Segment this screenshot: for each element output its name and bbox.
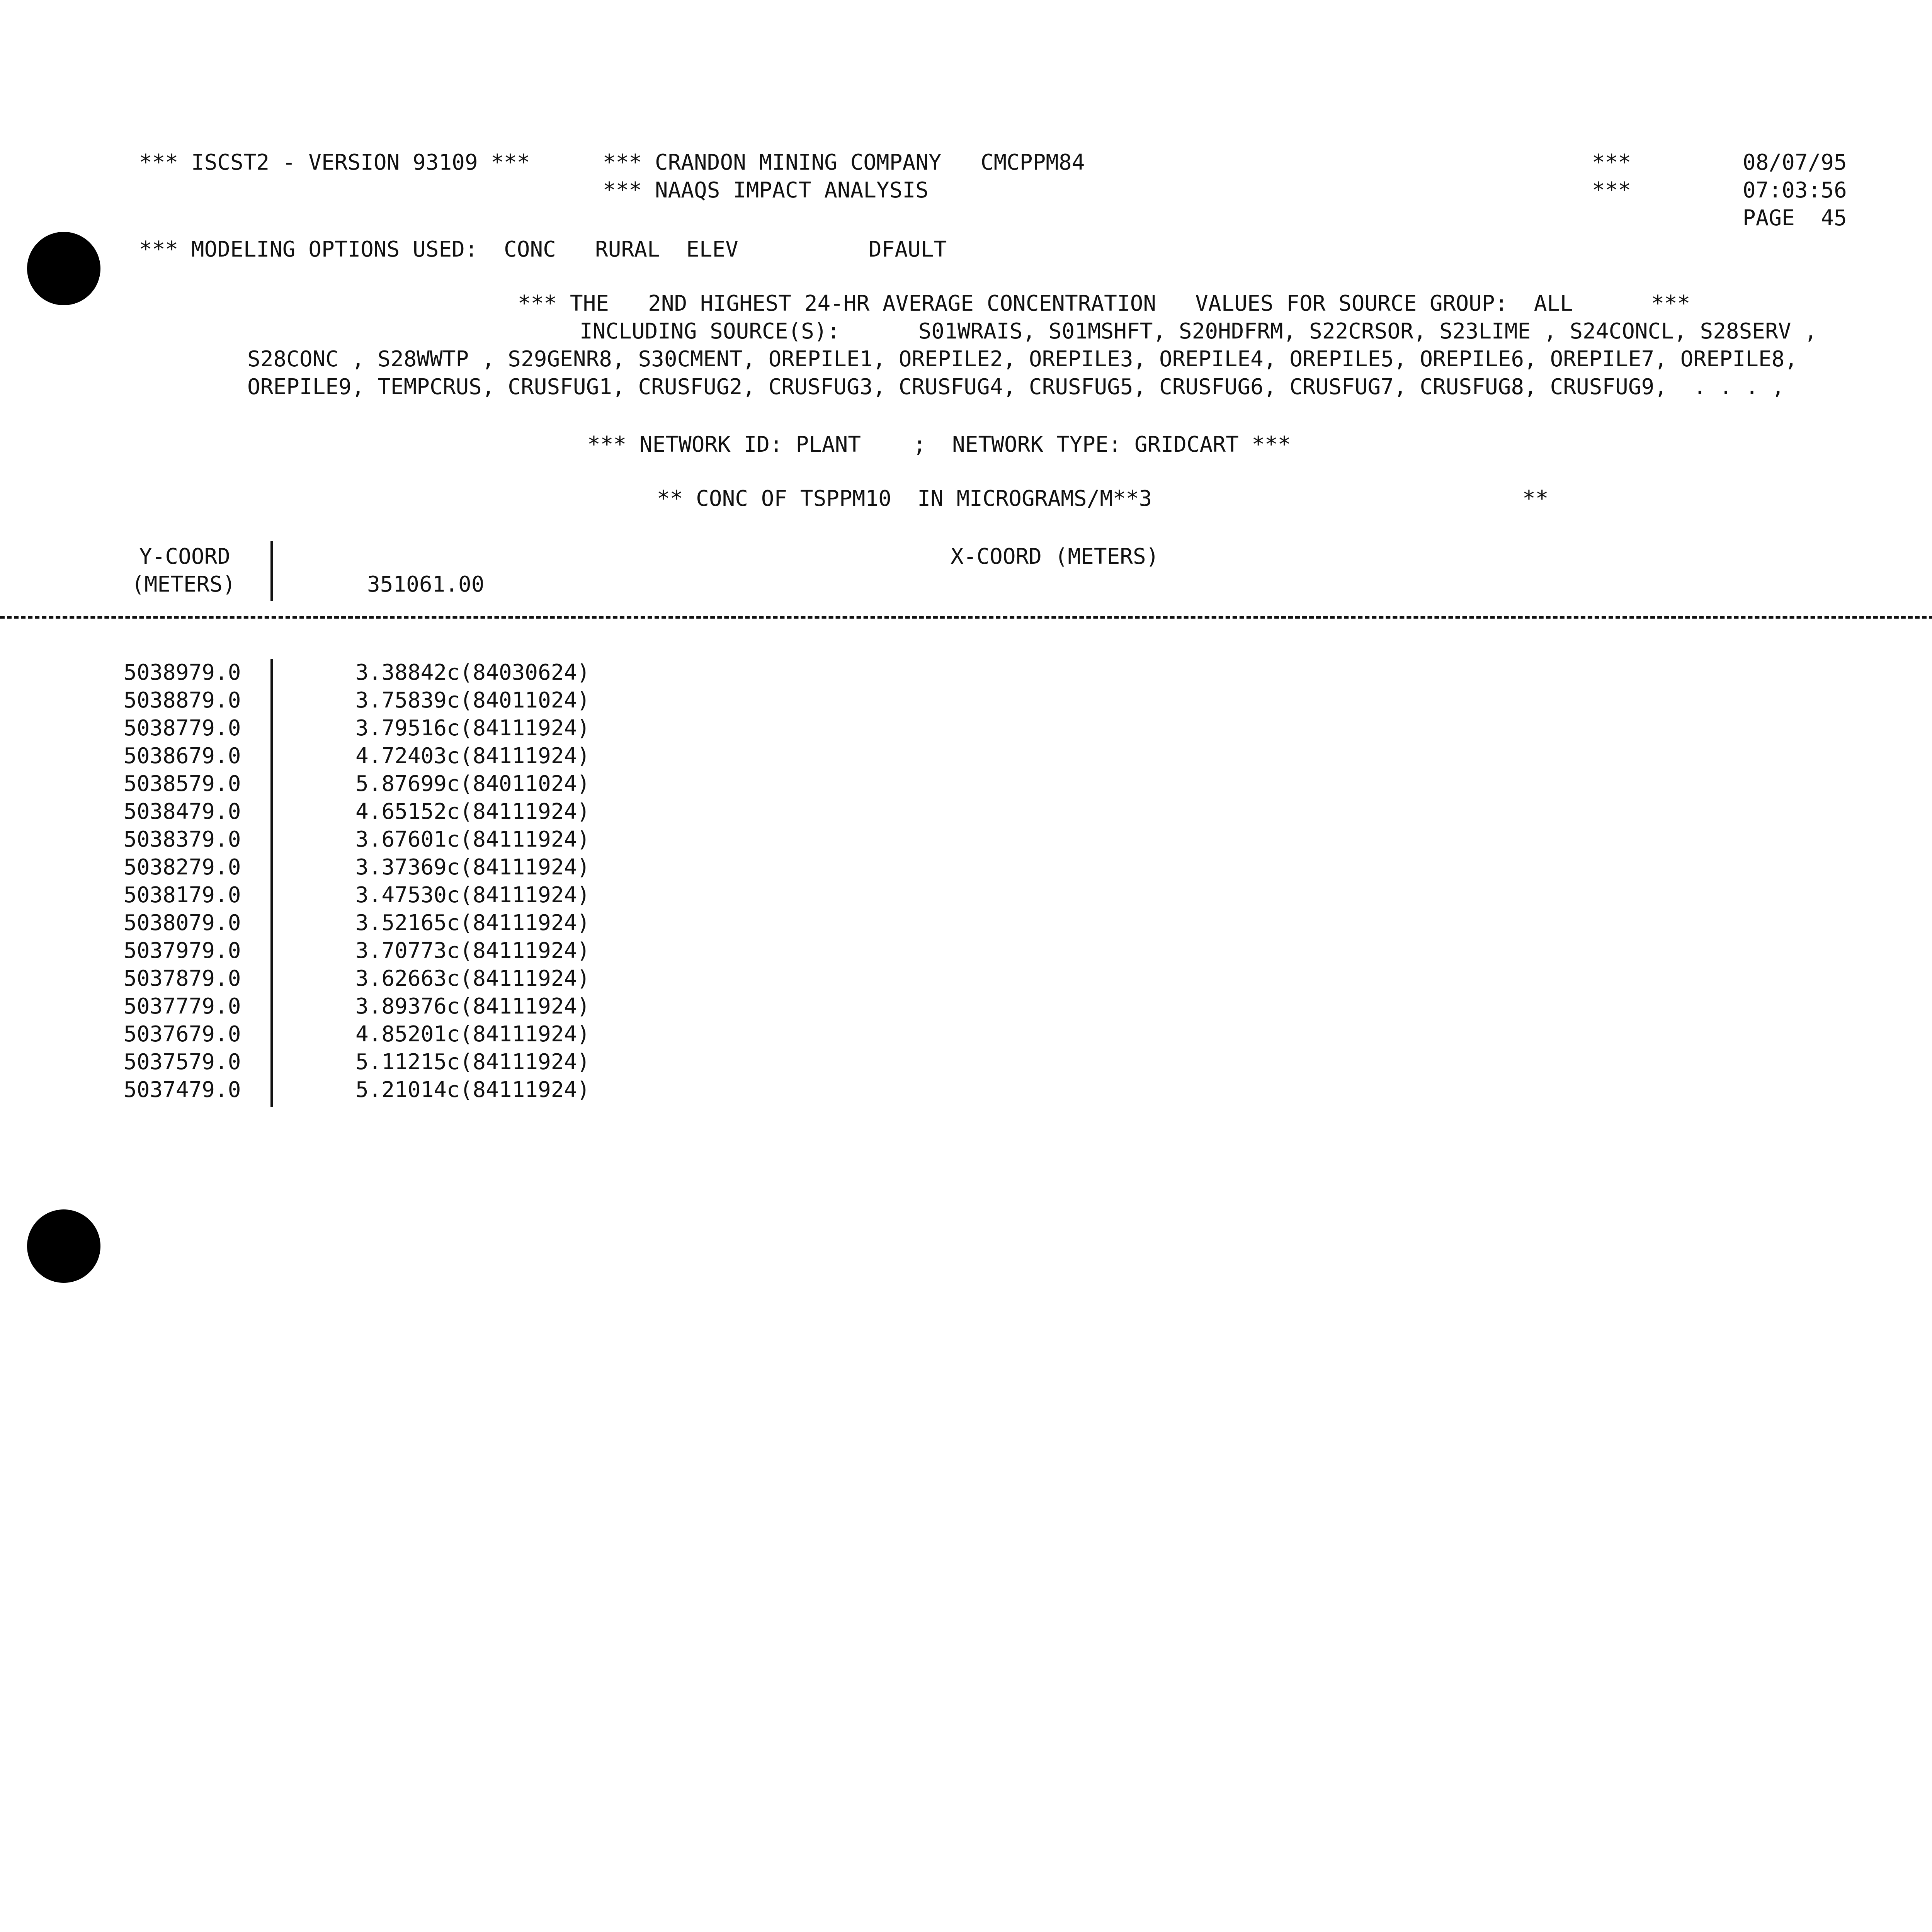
concentration-cell: 3.79516c(84111924) [355,716,590,741]
y-coord-cell: 5038079.0 [124,910,241,935]
y-meters-label: (METERS) [131,572,236,597]
concentration-cell: 3.62663c(84111924) [355,966,590,991]
y-coord-cell: 5038779.0 [124,716,241,741]
y-coord-cell: 5038579.0 [124,771,241,796]
y-coord-cell: 5038679.0 [124,743,241,769]
program-version: *** ISCST2 - VERSION 93109 *** [139,150,530,175]
concentration-cell: 4.65152c(84111924) [355,799,590,824]
concentration-cell: 5.11215c(84111924) [355,1049,590,1075]
description-line-1: *** THE 2ND HIGHEST 24-HR AVERAGE CONCENTRATION VALUES FOR SOURCE GROUP: ALL *** [518,291,1690,316]
run-date: 08/07/95 [1743,150,1847,175]
concentration-cell: 3.75839c(84011024) [355,688,590,713]
y-coord-cell: 5038479.0 [124,799,241,824]
analysis-title: *** NAAQS IMPACT ANALYSIS [603,178,929,203]
y-coord-cell: 5038879.0 [124,688,241,713]
concentration-cell: 3.47530c(84111924) [355,883,590,908]
y-coord-cell: 5037879.0 [124,966,241,991]
y-coord-cell: 5037479.0 [124,1077,241,1102]
table-divider [270,659,273,1107]
dashed-separator [0,616,1932,619]
description-line-4: OREPILE9, TEMPCRUS, CRUSFUG1, CRUSFUG2, CRUSFUG3, CRUSFUG4, CRUSFUG5, CRUSFUG6, CRUSFUG7, CRUSFUG8, CRUSFUG9, . . . , [247,374,1785,400]
y-coord-cell: 5037679.0 [124,1022,241,1047]
concentration-cell: 3.89376c(84111924) [355,994,590,1019]
header-stars-2: *** [1592,178,1631,203]
network-info: *** NETWORK ID: PLANT ; NETWORK TYPE: GRIDCART *** [587,432,1291,457]
y-coord-cell: 5038279.0 [124,855,241,880]
units-trailing-stars: ** [1522,486,1549,511]
y-coord-cell: 5037779.0 [124,994,241,1019]
description-line-2: INCLUDING SOURCE(S): S01WRAIS, S01MSHFT, S20HDFRM, S22CRSOR, S23LIME , S24CONCL, S28SERV , [580,319,1817,344]
modeling-options: *** MODELING OPTIONS USED: CONC RURAL ELEV DFAULT [139,237,947,262]
punch-hole-top [27,232,100,305]
concentration-cell: 5.21014c(84111924) [355,1077,590,1102]
punch-hole-middle [27,1209,100,1283]
header-stars-1: *** [1592,150,1631,175]
concentration-cell: 3.37369c(84111924) [355,855,590,880]
x-coord-value: 351061.00 [367,572,485,597]
company-title: *** CRANDON MINING COMPANY CMCPPM84 [603,150,1085,175]
concentration-cell: 3.38842c(84030624) [355,660,590,685]
header-divider [270,541,273,601]
concentration-cell: 3.52165c(84111924) [355,910,590,935]
y-coord-cell: 5037579.0 [124,1049,241,1075]
run-time: 07:03:56 [1743,178,1847,203]
y-coord-label: Y-COORD [139,544,231,569]
y-coord-cell: 5037979.0 [124,938,241,963]
concentration-cell: 3.70773c(84111924) [355,938,590,963]
concentration-cell: 5.87699c(84011024) [355,771,590,796]
page-label: PAGE 45 [1743,206,1847,231]
x-coord-label: X-COORD (METERS) [951,544,1159,569]
y-coord-cell: 5038379.0 [124,827,241,852]
description-line-3: S28CONC , S28WWTP , S29GENR8, S30CMENT, OREPILE1, OREPILE2, OREPILE3, OREPILE4, OREPILE5, OREPILE6, OREPILE7, OREPILE8, [247,347,1798,372]
concentration-units: ** CONC OF TSPPM10 IN MICROGRAMS/M**3 [657,486,1152,511]
concentration-cell: 4.72403c(84111924) [355,743,590,769]
concentration-cell: 3.67601c(84111924) [355,827,590,852]
concentration-cell: 4.85201c(84111924) [355,1022,590,1047]
y-coord-cell: 5038179.0 [124,883,241,908]
y-coord-cell: 5038979.0 [124,660,241,685]
